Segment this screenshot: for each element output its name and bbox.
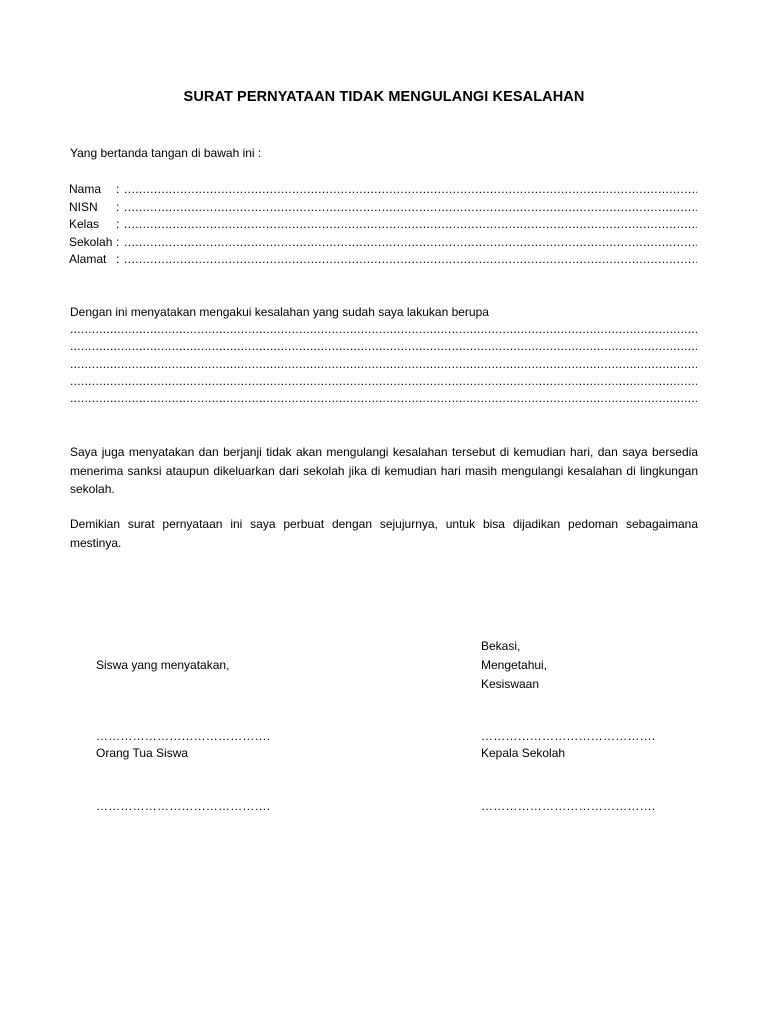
closing-paragraph: Demikian surat pernyataan ini saya perbuat dengan sejujurnya, untuk bisa dijadikan pedoman sebagaimana mestinya. <box>70 517 698 550</box>
document-title: SURAT PERNYATAAN TIDAK MENGULANGI KESALAHAN <box>183 89 585 105</box>
field-colon: : <box>116 182 120 196</box>
intro-text: Yang bertanda tangan di bawah ini : <box>70 146 262 160</box>
offense-line[interactable] <box>70 339 697 356</box>
field-label: Sekolah <box>69 234 113 249</box>
field-colon: : <box>116 199 120 214</box>
field-blank-line[interactable] <box>124 217 697 231</box>
field-row-kelas <box>69 217 697 235</box>
field-row-alamat <box>69 252 697 270</box>
field-blank-line[interactable] <box>124 235 697 249</box>
offense-line[interactable] <box>70 322 697 339</box>
principal-signature-line[interactable]: ……………………………………. <box>481 799 656 813</box>
field-label: Nama <box>69 182 102 196</box>
student-affairs-label: Kesiswaan <box>481 677 540 691</box>
admission-text: Dengan ini menyatakan mengakui kesalahan yang sudah saya lakukan berupa <box>70 305 489 319</box>
principal-signature-label: Kepala Sekolah <box>481 746 566 760</box>
parent-signature-line[interactable]: ……………………………………. <box>96 799 271 813</box>
offense-line[interactable] <box>70 391 697 408</box>
acknowledge-label: Mengetahui, <box>481 658 548 672</box>
field-label: NISN <box>69 199 98 214</box>
offense-line[interactable] <box>70 374 697 391</box>
field-row-sekolah <box>69 235 697 253</box>
field-label: Alamat <box>69 252 107 267</box>
field-blank-line[interactable] <box>124 182 697 196</box>
field-blank-line[interactable] <box>124 200 697 214</box>
offense-line[interactable] <box>70 357 697 374</box>
student-signature-label: Siswa yang menyatakan, <box>96 658 230 672</box>
promise-paragraph: Saya juga menyatakan dan berjanji tidak akan mengulangi kesalahan tersebut di kemudian hari, dan saya bersedia menerima sanksi ataupun dikeluarkan dari sekolah jika di kemudian hari masih mengulangi kesalahan di lingkungan sekolah. <box>70 445 698 496</box>
field-row-nama <box>69 182 697 200</box>
identity-fields <box>69 182 697 270</box>
field-label: Kelas <box>69 217 100 232</box>
field-colon: : <box>116 234 120 249</box>
student-affairs-signature-line[interactable]: ……………………………………. <box>481 729 656 743</box>
place-date-label: Bekasi, <box>481 639 521 653</box>
parent-signature-label: Orang Tua Siswa <box>96 746 189 760</box>
field-blank-line[interactable] <box>124 252 697 266</box>
offense-blank-lines <box>70 322 697 408</box>
student-signature-line[interactable]: ……………………………………. <box>96 729 271 743</box>
field-row-nisn <box>69 200 697 218</box>
field-colon: : <box>116 252 120 267</box>
field-colon: : <box>116 217 120 232</box>
